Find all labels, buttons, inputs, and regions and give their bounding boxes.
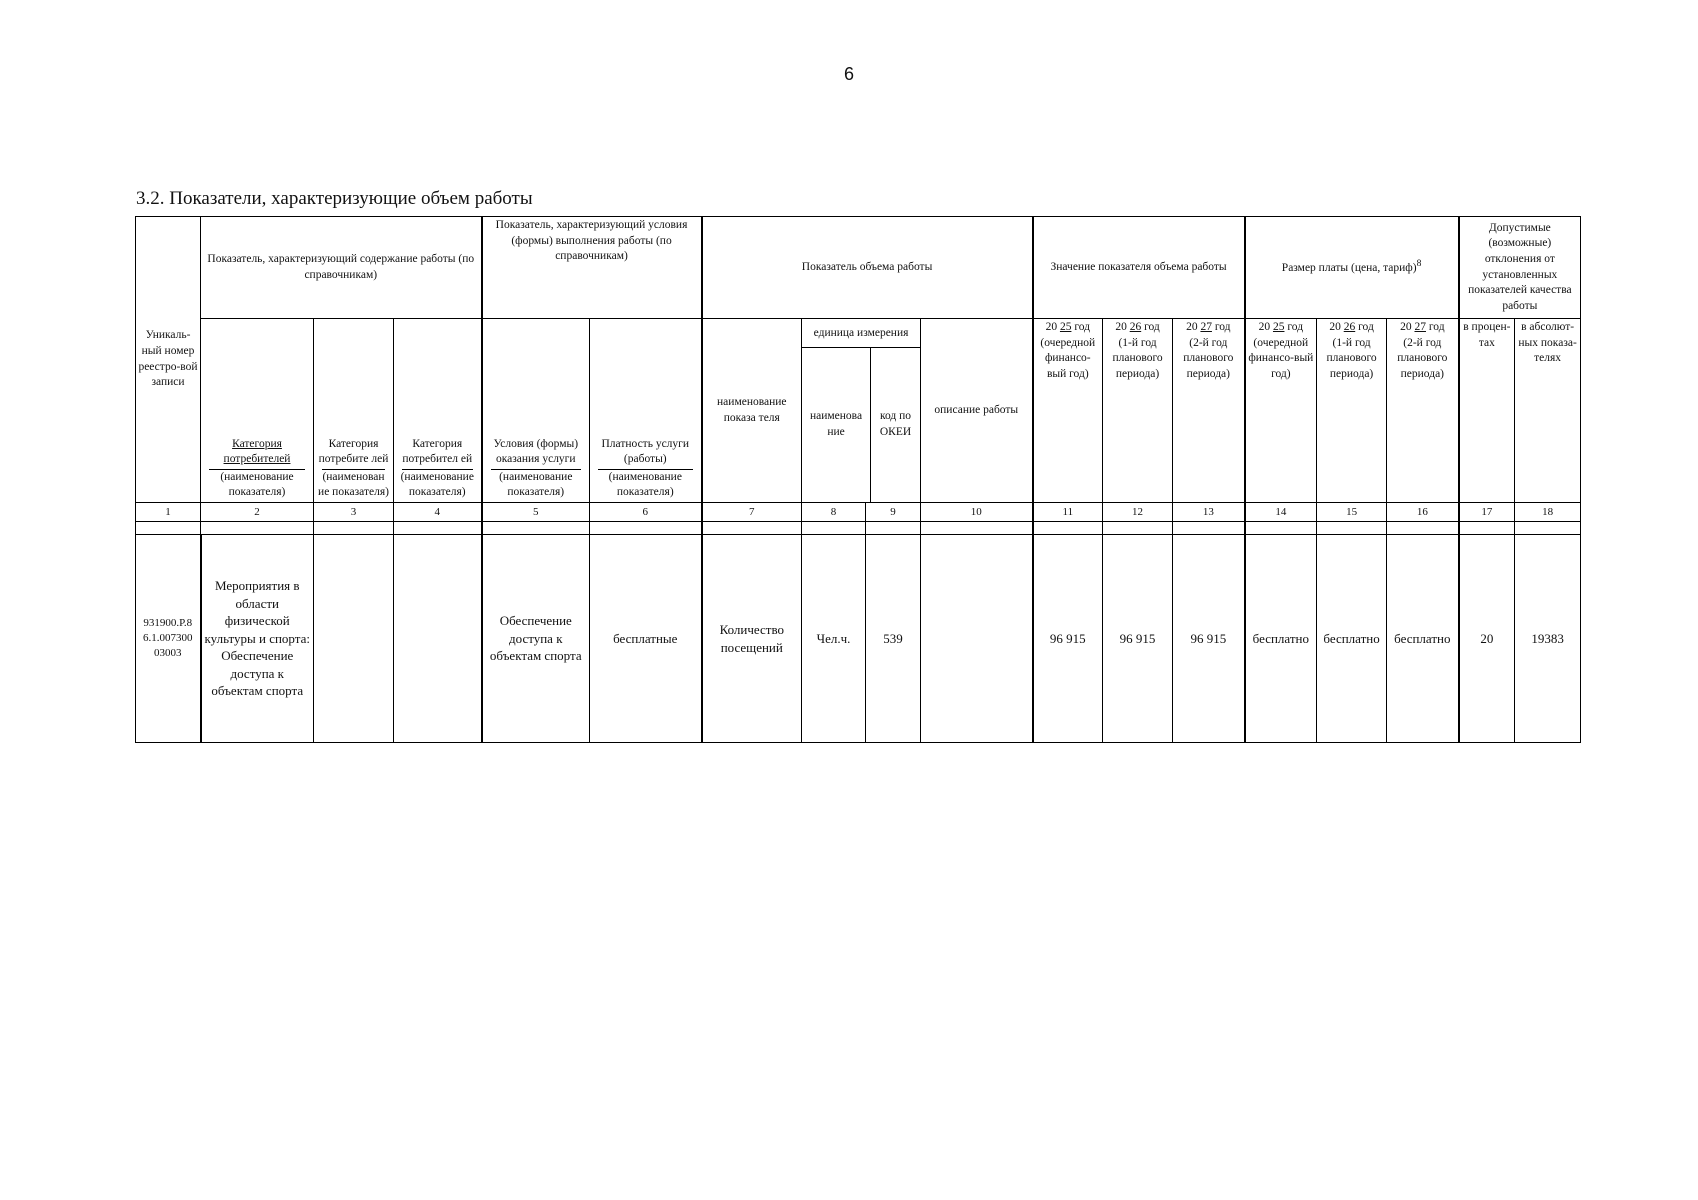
header-col15: 20 26 год (1-й год планового периода) xyxy=(1317,319,1387,503)
header-unit-group: единица измерения xyxy=(802,319,920,348)
column-number: 12 xyxy=(1103,503,1173,522)
column-number: 15 xyxy=(1317,503,1387,522)
column-number: 8 xyxy=(802,503,866,522)
header-col17: в процен-тах xyxy=(1459,319,1515,503)
cell-unit-name: Чел.ч. xyxy=(802,535,866,743)
header-conditions-indicator: Показатель, характеризующий условия (формы) выполнения работы (по справочникам) xyxy=(482,217,702,319)
header-content-indicator: Показатель, характеризующий содержание работы (по справочникам) xyxy=(201,217,482,319)
cell-category-2 xyxy=(314,535,394,743)
column-number: 4 xyxy=(394,503,482,522)
page-number: 6 xyxy=(843,64,854,84)
column-number: 2 xyxy=(201,503,314,522)
work-volume-table xyxy=(135,216,1581,743)
column-number: 14 xyxy=(1245,503,1317,522)
cell-indicator-name: Количество посещений xyxy=(702,535,802,743)
header-col2: Категория потребителей (наименование показателя) xyxy=(201,319,314,503)
header-col14: 20 25 год (очередной финансо-вый год) xyxy=(1245,319,1317,503)
cell-fee-2026: бесплатно xyxy=(1317,535,1387,743)
header-col10: описание работы xyxy=(921,319,1033,503)
footnote-mark: 8 xyxy=(1416,258,1422,270)
header-col3: Категория потребите лей (наименован ие показателя) xyxy=(314,319,394,503)
header-col8: наименова ние xyxy=(802,348,871,502)
column-number: 3 xyxy=(314,503,394,522)
cell-deviation-absolute: 19383 xyxy=(1515,535,1581,743)
cell-work-description xyxy=(921,535,1033,743)
header-col13: 20 27 год (2-й год планового периода) xyxy=(1173,319,1245,503)
table-row xyxy=(136,535,1581,743)
section-title: 3.2. Показатели, характеризующие объем работы xyxy=(136,188,533,209)
column-number: 10 xyxy=(921,503,1033,522)
header-col12: 20 26 год (1-й год планового периода) xyxy=(1103,319,1173,503)
header-col18: в абсолют-ных показа-телях xyxy=(1515,319,1581,503)
column-number: 13 xyxy=(1173,503,1245,522)
header-unit xyxy=(802,319,921,503)
header-deviations: Допустимые (возможные) отклонения от установленных показателей качества работы xyxy=(1459,217,1581,319)
header-unique-number: Уникаль-ный номер реестро-вой записи xyxy=(136,217,201,503)
header-col6: Платность услуги (работы) (наименование показателя) xyxy=(590,319,702,503)
column-number: 18 xyxy=(1515,503,1581,522)
header-col4: Категория потребител ей (наименование показателя) xyxy=(394,319,482,503)
header-fee-size: Размер платы (цена, тариф)$^8$ xyxy=(1245,217,1459,319)
cell-value-2027: 96 915 xyxy=(1173,535,1245,743)
header-col7: наименование показа теля xyxy=(702,319,802,503)
cell-value-2025: 96 915 xyxy=(1033,535,1103,743)
column-number: 9 xyxy=(866,503,921,522)
cell-value-2026: 96 915 xyxy=(1103,535,1173,743)
cell-deviation-percent: 20 xyxy=(1459,535,1515,743)
cell-category-3 xyxy=(394,535,482,743)
header-volume-value: Значение показателя объема работы xyxy=(1033,217,1245,319)
header-col9: код по ОКЕИ xyxy=(879,410,912,438)
cell-payment: бесплатные xyxy=(590,535,702,743)
column-number: 17 xyxy=(1459,503,1515,522)
cell-registry-number: 931900.Р.8 6.1.007300 03003 xyxy=(136,535,201,743)
header-volume-indicator: Показатель объема работы xyxy=(702,217,1033,319)
column-number: 16 xyxy=(1387,503,1459,522)
cell-category: Мероприятия в области физической культуры и спорта: Обеспечение доступа к объектам спорта xyxy=(201,535,314,743)
header-col16: 20 27 год (2-й год планового периода) xyxy=(1387,319,1459,503)
cell-fee-2027: бесплатно xyxy=(1387,535,1459,743)
column-number: 5 xyxy=(482,503,590,522)
column-number: 1 xyxy=(136,503,201,522)
header-col5: Условия (формы) оказания услуги (наименование показателя) xyxy=(482,319,590,503)
cell-okei-code: 539 xyxy=(866,535,921,743)
column-number: 11 xyxy=(1033,503,1103,522)
column-number: 6 xyxy=(590,503,702,522)
column-number: 7 xyxy=(702,503,802,522)
cell-fee-2025: бесплатно xyxy=(1245,535,1317,743)
column-number-row xyxy=(136,503,1581,522)
cell-conditions: Обеспечение доступа к объектам спорта xyxy=(482,535,590,743)
header-col11: 20 25 год (очередной финансо-вый год) xyxy=(1033,319,1103,503)
